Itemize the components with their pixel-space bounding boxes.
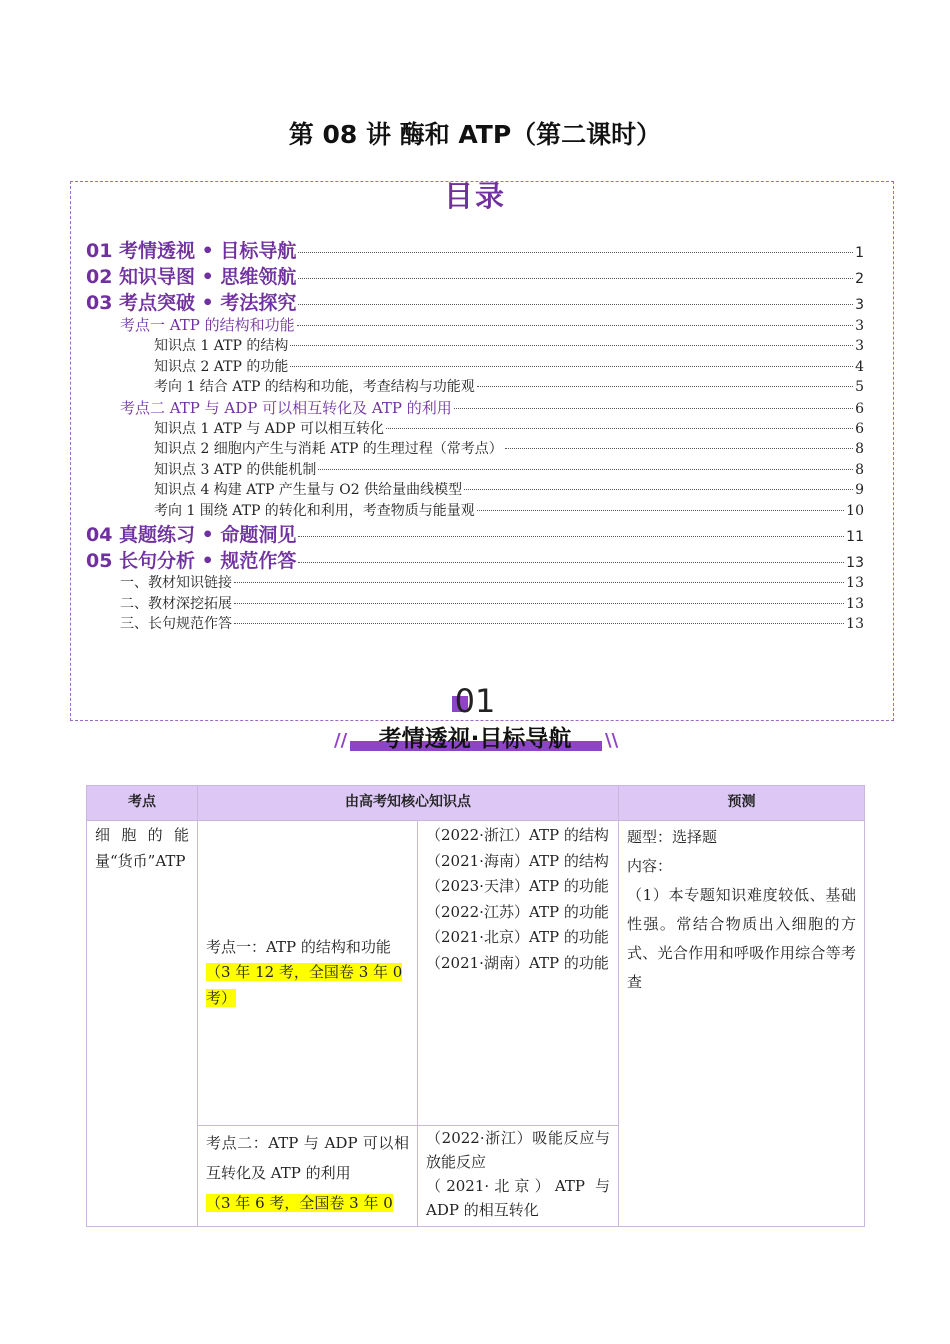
toc-page-number: 13	[846, 555, 864, 571]
table-header-row	[87, 786, 865, 821]
toc-entry-title: 一、教材知识链接	[120, 575, 232, 591]
toc-leader-dots	[298, 304, 853, 305]
toc-leader-dots	[298, 536, 844, 537]
toc-entry-title: 02 知识导图 • 思维领航	[86, 266, 297, 288]
exam-analysis-table	[86, 785, 865, 1227]
toc-entry[interactable]	[86, 376, 864, 397]
point1-ref: （2021·北京）ATP 的功能	[426, 928, 609, 946]
toc-entry[interactable]	[86, 438, 864, 459]
point1-ref: （2023·天津）ATP 的功能	[426, 877, 609, 895]
toc-entry-title: 知识点 2 细胞内产生与消耗 ATP 的生理过程（常考点）	[154, 441, 503, 457]
point2-label: 考点二：ATP 与 ADP 可以相互转化及 ATP 的利用	[206, 1134, 409, 1182]
toc-page-number: 13	[846, 595, 864, 612]
toc-heading: 目录	[443, 179, 506, 213]
toc-entry-title: 考点二 ATP 与 ADP 可以相互转化及 ATP 的利用	[120, 398, 452, 417]
toc-page-number: 4	[855, 358, 864, 375]
point2-stats: （3 年 6 考，全国卷 3 年 0	[206, 1194, 393, 1212]
topic-text: 细胞的能量“货币”ATP	[95, 826, 189, 870]
prediction-content-label: 内容：	[627, 857, 673, 875]
toc-page-number: 6	[855, 400, 864, 417]
point2-ref: （2021·北京）ATP 与 ADP 的相互转化	[426, 1177, 610, 1219]
toc-entry[interactable]	[86, 418, 864, 439]
toc-page-number: 13	[846, 575, 864, 591]
toc-entry[interactable]	[86, 356, 864, 377]
toc-entry[interactable]	[86, 459, 864, 480]
toc-entry-title: 知识点 1 ATP 的结构	[154, 338, 289, 354]
toc-page-number: 8	[855, 461, 864, 478]
toc-entry[interactable]	[86, 335, 864, 356]
toc-leader-dots	[290, 366, 853, 367]
point1-cell	[198, 821, 418, 1126]
toc-entry[interactable]	[86, 314, 864, 335]
toc-entry[interactable]	[86, 593, 864, 614]
toc-leader-dots	[477, 386, 853, 387]
point2-cell	[198, 1126, 418, 1227]
toc-page-number: 3	[855, 338, 864, 354]
toc-page-number: 9	[855, 482, 864, 498]
toc-page-number: 6	[855, 420, 864, 437]
toc-leader-dots	[386, 428, 853, 429]
toc-entry-title: 知识点 4 构建 ATP 产生量与 O2 供给量曲线模型	[154, 482, 463, 498]
toc-entry[interactable]	[86, 288, 864, 314]
toc-leader-dots	[234, 582, 844, 583]
toc-entry-title: 考点一 ATP 的结构和功能	[120, 316, 295, 334]
header-prediction: 预测	[619, 786, 865, 821]
header-core-knowledge: 由高考知核心知识点	[198, 786, 619, 821]
toc-page-number: 3	[855, 297, 864, 313]
toc-page-number: 3	[855, 318, 864, 334]
toc-page-number: 8	[855, 441, 864, 457]
point1-ref: （2021·海南）ATP 的结构	[426, 851, 609, 870]
toc-entry-title: 03 考点突破 • 考法探究	[86, 292, 297, 314]
toc-entry[interactable]	[86, 479, 864, 500]
toc-entry-title: 知识点 1 ATP 与 ADP 可以相互转化	[154, 420, 385, 437]
toc-entry[interactable]	[86, 397, 864, 418]
prediction-type: 题型：选择题	[627, 828, 718, 846]
toc-leader-dots	[290, 345, 853, 346]
toc-entry[interactable]	[86, 262, 864, 288]
toc-entry-title: 04 真题练习 • 命题洞见	[86, 524, 297, 546]
toc-entry-title: 三、长句规范作答	[120, 616, 232, 632]
document-title: 第 08 讲 酶和 ATP（第二课时）	[288, 120, 662, 149]
toc-entry-title: 05 长句分析 • 规范作答	[86, 550, 297, 572]
toc-entry[interactable]	[86, 236, 864, 262]
toc-page-number: 1	[855, 245, 864, 261]
slash-left-decoration: //	[334, 730, 348, 751]
point2-refs-cell	[418, 1126, 619, 1227]
toc-page-number: 5	[855, 379, 864, 395]
toc-entry-title: 01 考情透视 • 目标导航	[86, 240, 297, 262]
point1-label: 考点一：ATP 的结构和功能	[206, 937, 391, 956]
toc-entry[interactable]	[86, 613, 864, 634]
toc-entry-title: 知识点 2 ATP 的功能	[154, 358, 289, 375]
point1-stats: （3 年 12 考，全国卷 3 年 0 考）	[206, 963, 403, 1007]
point1-ref: （2022·浙江）ATP 的结构	[426, 826, 609, 844]
table-row	[87, 821, 865, 1126]
point1-refs-cell	[418, 821, 619, 1126]
section-title: 考情透视·目标导航	[378, 726, 572, 752]
toc-leader-dots	[298, 252, 853, 253]
toc-page-number: 2	[855, 271, 864, 287]
section-number: 01	[454, 682, 496, 720]
toc-leader-dots	[298, 562, 844, 563]
toc-leader-dots	[234, 623, 844, 624]
point2-ref: （2022·浙江）吸能反应与放能反应	[426, 1129, 610, 1171]
toc-page-number: 13	[846, 616, 864, 632]
toc-entry-title: 知识点 3 ATP 的供能机制	[154, 461, 317, 478]
toc-leader-dots	[298, 278, 853, 279]
toc-entry-title: 考向 1 结合 ATP 的结构和功能，考查结构与功能观	[154, 379, 475, 395]
prediction-content: （1）本专题知识难度较低、基础性强。常结合物质出入细胞的方式、光合作用和呼吸作用综合等考查	[627, 886, 856, 991]
prediction-cell	[619, 821, 865, 1227]
toc-entry[interactable]	[86, 500, 864, 521]
toc-list	[86, 236, 864, 634]
slash-right-decoration: \\	[605, 730, 619, 751]
toc-page-number: 11	[846, 529, 864, 545]
toc-leader-dots	[464, 489, 853, 490]
toc-entry[interactable]	[86, 572, 864, 593]
toc-leader-dots	[477, 510, 844, 511]
header-topic: 考点	[87, 786, 198, 821]
toc-leader-dots	[505, 448, 853, 449]
toc-entry[interactable]	[86, 546, 864, 572]
toc-leader-dots	[234, 603, 844, 604]
section-banner	[0, 676, 950, 756]
toc-page-number: 10	[846, 502, 864, 519]
toc-entry[interactable]	[86, 520, 864, 546]
point1-ref: （2022·江苏）ATP 的功能	[426, 902, 609, 921]
toc-leader-dots	[318, 469, 853, 470]
toc-entry-title: 考向 1 围绕 ATP 的转化和利用，考查物质与能量观	[154, 502, 475, 519]
point1-ref: （2021·湖南）ATP 的功能	[426, 953, 609, 972]
toc-leader-dots	[297, 325, 853, 326]
topic-cell	[87, 821, 198, 1227]
toc-entry-title: 二、教材深挖拓展	[120, 595, 232, 612]
toc-leader-dots	[454, 408, 853, 409]
